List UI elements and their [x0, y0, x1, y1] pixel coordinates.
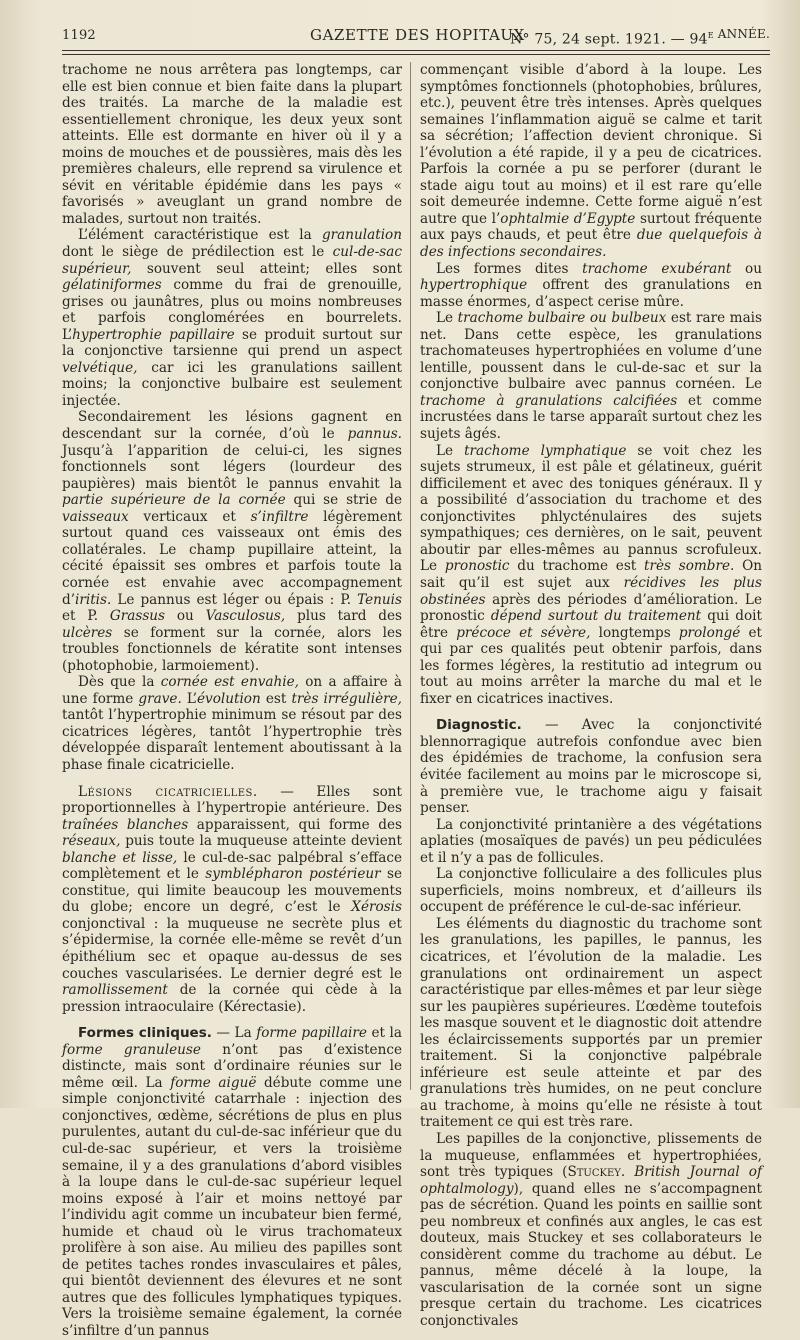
- journal-citation: British Journal of ophtalmology: [420, 1164, 763, 1197]
- section-gap: [62, 1015, 402, 1025]
- paragraph-granulation: L’élément caractéristique est la granulation dont le siège de prédilection est le cul-de-sac supérieur, souvent seul atteint; elles sont gélatiniformes comme du frai de grenouille, grises ou jaunâtres, plus ou moins nombreuses et parfois conglomérées en bourrelets. L’hypertrophie papillaire se produit surtout sur la conjonctive tarsienne qui prend un aspect velvétique, car ici les granulations saillent moins; la conjonctive bulbaire est seulement injectée.: [62, 227, 402, 409]
- paragraph-lesions-cicatricielles: Lésions cicatricielles. — Elles sont proportionnelles à l’hypertropie antérieure. Des traînées blanches apparaissent, qui forme des réseaux, puis toute la muqueuse atteinte devient blanche et lisse, le cul-de-sac palpébral s’efface complètement et le symblépharon postérieur se constitue, qui limite beaucoup les mouvements du globe; encore un degré, c’est le Xérosis conjonctival : la muqueuse ne secrète plus et s’épidermise, la cornée elle-même se revêt d’un épithélium sec et opaque au-dessus de ses couches vascularisées. Le dernier degré est le ramollissement de la cornée qui cède à la pression intraoculaire (Kérectasie).: [62, 783, 403, 1015]
- paragraph-conjonctivite-printaniere: La conjonctivité printanière a des végétations aplaties (mosaïques de pavés) un peu pédiculées et il n’y a pas de follicules.: [420, 816, 762, 866]
- right-column: [420, 62, 763, 1330]
- section-heading-formes-cliniques: Formes cliniques.: [78, 1025, 212, 1042]
- section-heading-diagnostic: Diagnostic.: [436, 717, 522, 734]
- running-header: [62, 26, 770, 50]
- paragraph-formes-cliniques: Formes cliniques. — La forme papillaire et la forme granuleuse n’ont pas d’existence distincte, mais sont d’ordinaire réunies sur le même œil. La forme aiguë débute comme une simple conjonctivité catarrhale : injection des conjonctives, œdème, sécrétions de plus en plus purulentes, autant du cul-de-sac inférieur que du cul-de-sac supérieur, et vers la troisième semaine, il y a des granulations d’abord visibles à la loupe dans le cul-de-sac supérieur lequel moins exposé à l’air et moins nettoyé par l’individu agit comme un incubateur bien fermé, humide et chaud où le virus trachomateux prolifère à son aise. Au milieu des papilles sont de petites taches rondes invasculaires et pâles, qui bientôt deviennent des élevures et ne sont autres que des follicules lymphatiques typiques. Vers la troisième semaine également, la cornée s’infiltre d’un pannus: [62, 1025, 403, 1340]
- paragraph-trachome-intro: trachome ne nous arrêtera pas longtemps, car elle est bien connue et bien faite dans la plupart des traités. La marche de la maladie est essentiellement chronique, les deux yeux sont atteints. Elle est dormante en hiver où il y a moins de mouches et de poussières, mais dès les premières chaleurs, elle reprend sa virulence et sévit en véritable épidémie dans les pays « favorisés » aveuglant un grand nombre de malades, surtout non traités.: [62, 62, 402, 227]
- paragraph-trachome-lymphatique: Le trachome lymphatique se voit chez les sujets strumeux, il est pâle et gélatineux, guérit difficilement et avec des toniques généraux. Il y a possibilité d’association du trachome et des conjonctivites phlycténulaires des sujets sympathiques; ces dernières, on le sait, peuvent aboutir par elles-mêmes au pannus scrofuleux. Le pronostic du trachome est très sombre. On sait qu’il est sujet aux récidives les plus obstinées après des périodes d’amélioration. Le pronostic dépend surtout du traitement qui doit être précoce et sévère, longtemps prolongé et qui par ces qualités peut obtenir parfois, dans les formes légères, la restitutio ad integrum ou tout au moins arrêter la marche du mal et le fixer en cicatrices inactives.: [420, 442, 763, 707]
- section-heading-lesions: Lésions cicatricielles.: [78, 783, 258, 800]
- paragraph-evolution: Dès que la cornée est envahie, on a affaire à une forme grave. L’évolution est très irrégulière, tantôt l’hypertrophie minimum se résout par des cicatrices légères, tantôt l’hypertrophie très développée disparaît lentement aboutissant à la phase finale cicatricielle.: [62, 674, 402, 773]
- issue-info: [510, 27, 770, 48]
- paragraph-diagnostic: Diagnostic. — Avec la conjonctivité blennorragique autrefois confondue avec bien des épidémies de trachome, la confusion sera évitée facilement au moins par le microscope si, à première vue, le trachome aigu y faisait penser.: [420, 717, 762, 817]
- header-rule-thick: [62, 50, 770, 51]
- paragraph-papilles: Les papilles de la conjonctive, plissements de la muqueuse, enflammées et hypertrophiées, sont très typiques (Stuckey. British Journal of ophtalmology), quand elles ne s’accompagnent pas de sécrétion. Quand les points en saillie sont peu nombreux et confinés aux angles, le cas est douteux, mais Stuckey et ses collaborateurs le considèrent comme du trachome au début. Le pannus, même décelé à la loupe, la vascularisation de la cornée sont un signe presque certain du trachome. Les cicatrices conjonctivales: [420, 1131, 763, 1330]
- journal-title: GAZETTE DES HOPITAUX: [310, 26, 525, 44]
- paragraph-conjonctive-folliculaire: La conjonctive folliculaire a des follicules plus superficiels, moins nombreux, et d’ailleurs ils occupent de préférence le cul-de-sac inférieur.: [420, 866, 762, 916]
- paragraph-trachome-bulbaire: Le trachome bulbaire ou bulbeux est rare mais net. Dans cette espèce, les granulations trachomateuses hypertrophiées en volume d’une lentille, poussent dans le cul-de-sac et sur la conjonctive bulbaire avec pannus cornéen. Le trachome à granulations calcifiées et comme incrustées dans le tarse apparaît surtout chez les sujets âgés.: [420, 310, 762, 443]
- section-gap: [420, 707, 762, 717]
- page-number: 1192: [62, 28, 96, 43]
- section-gap: [62, 774, 402, 784]
- paragraph-elements-diagnostic: Les éléments du diagnostic du trachome sont les granulations, les papilles, le pannus, les cicatrices, et l’évolution de la maladie. Les granulations ont ordinairement un aspect caractéristique par elles-mêmes et par leur siège sur les paupières supérieures. L’œdème toutefois les masque souvent et le diagnostic doit attendre les éclaircissements supportés par un premier traitement. Si la conjonctive palpébrale inférieure est seule atteinte et par des granulations très humides, on ne peut conclure au trachome, à moins qu’elle ne résiste à tout traitement ce qui est très rare.: [420, 915, 762, 1131]
- column-divider: [410, 62, 411, 1090]
- paragraph-forme-aigue-cont: commençant visible d’abord à la loupe. Les symptômes fonctionnels (photophobies, brûlures, etc.), peuvent être très intenses. Après quelques semaines l’inflammation aiguë se calme et tarit sa sécrétion; l’affection devient chronique. Si l’évolution a été rapide, il y a peu de cicatrices. Parfois la cornée a pu se perforer (durant le stade aigu tout au moins) et il est rare qu’elle soit demeurée indemne. Cette forme aiguë n’est autre que l’ophtalmie d’Egypte surtout fréquente aux pays chauds, et peut être due quelquefois à des infections secondaires.: [420, 62, 762, 261]
- left-column: [62, 62, 403, 1340]
- header-rule-thin: [62, 54, 770, 55]
- author-stuckey: Stuckey.: [567, 1164, 626, 1181]
- issue-year: e ANNÉE.: [707, 27, 770, 41]
- paragraph-trachome-exuberant: Les formes dites trachome exubérant ou hypertrophique offrent des granulations en masse énormes, d’aspect cerise mûre.: [420, 260, 762, 310]
- issue-date: N° 75, 24 sept. 1921. — 94: [510, 31, 708, 48]
- paragraph-pannus: Secondairement les lésions gagnent en descendant sur la cornée, d’où le pannus. Jusqu’à l’apparition de celui-ci, les signes fonctionnels sont légers (lourdeur des paupières) mais bientôt le pannus envahit la partie supérieure de la cornée qui se strie de vaisseaux verticaux et s’infiltre légèrement surtout quand ces vaisseaux ont émis des collatérales. Le champ pupillaire atteint, la cécité épaissit ses ombres et parfois toute la cornée est envahie avec accompagnement d’iritis. Le pannus est léger ou épais : P. Tenuis et P. Grassus ou Vasculosus, plus tard des ulcères se forment sur la cornée, alors les troubles fonctionnels de kératite sont intenses (photophobie, larmoiement).: [62, 409, 403, 674]
